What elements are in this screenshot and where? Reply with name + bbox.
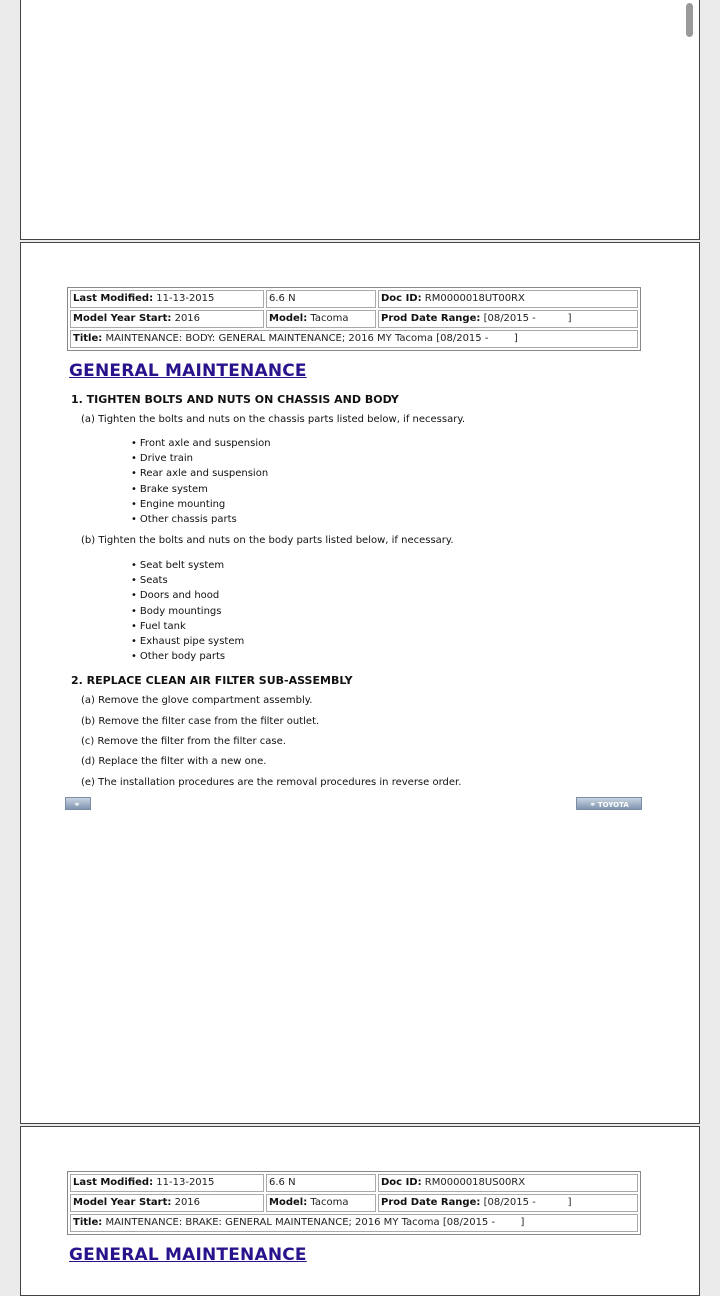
list-item: • Fuel tank [131, 619, 244, 634]
document-page-2 [20, 242, 700, 1124]
toyota-emblem-icon: ⚭ [73, 800, 81, 809]
doc-info-table [67, 287, 641, 351]
version-cell: 6.6 N [266, 290, 376, 308]
list-item: • Brake system [131, 482, 271, 497]
list-item: • Other chassis parts [131, 512, 271, 527]
step-2c: (c) Remove the filter from the filter case. [81, 736, 286, 747]
step-2d: (d) Replace the filter with a new one. [81, 756, 267, 767]
document-page-1 [20, 0, 700, 240]
last-modified-cell: Last Modified: 11-13-2015 [70, 1174, 264, 1192]
prod-date-cell: Prod Date Range: [08/2015 - ] [378, 310, 638, 328]
page-heading-link[interactable]: GENERAL MAINTENANCE [69, 1245, 307, 1265]
step-1b: (b) Tighten the bolts and nuts on the body parts listed below, if necessary. [81, 535, 454, 546]
model-cell: Model: Tacoma [266, 1194, 376, 1212]
list-item: • Drive train [131, 451, 271, 466]
document-page-3 [20, 1126, 700, 1296]
page-heading-link[interactable]: GENERAL MAINTENANCE [69, 361, 307, 381]
model-year-cell: Model Year Start: 2016 [70, 1194, 264, 1212]
doc-title-cell: Title: MAINTENANCE: BODY: GENERAL MAINTENANCE; 2016 MY Tacoma [08/2015 - ] [70, 330, 638, 348]
step-2b: (b) Remove the filter case from the filter outlet. [81, 716, 320, 727]
prod-date-cell: Prod Date Range: [08/2015 - ] [378, 1194, 638, 1212]
toyota-emblem-button[interactable] [65, 797, 91, 810]
list-item: • Rear axle and suspension [131, 466, 271, 481]
list-item: • Doors and hood [131, 588, 244, 603]
list-item: • Other body parts [131, 649, 244, 664]
chassis-parts-list [131, 436, 271, 527]
list-item: • Body mountings [131, 604, 244, 619]
toyota-emblem-icon: ⚭ [589, 800, 596, 809]
body-parts-list [131, 558, 244, 664]
step-2a: (a) Remove the glove compartment assembly. [81, 695, 313, 706]
doc-id-cell: Doc ID: RM0000018UT00RX [378, 290, 638, 308]
list-item: • Engine mounting [131, 497, 271, 512]
doc-info-table [67, 1171, 641, 1235]
doc-id-cell: Doc ID: RM0000018US00RX [378, 1174, 638, 1192]
section-heading-1: 1. TIGHTEN BOLTS AND NUTS ON CHASSIS AND BODY [71, 393, 399, 406]
list-item: • Seats [131, 573, 244, 588]
step-1a: (a) Tighten the bolts and nuts on the chassis parts listed below, if necessary. [81, 414, 466, 425]
toyota-logo-button[interactable] [576, 797, 642, 810]
doc-title-cell: Title: MAINTENANCE: BRAKE: GENERAL MAINTENANCE; 2016 MY Tacoma [08/2015 - ] [70, 1214, 638, 1232]
model-cell: Model: Tacoma [266, 310, 376, 328]
toyota-logo-text: TOYOTA [597, 801, 629, 809]
list-item: • Front axle and suspension [131, 436, 271, 451]
list-item: • Exhaust pipe system [131, 634, 244, 649]
step-2e: (e) The installation procedures are the removal procedures in reverse order. [81, 777, 462, 788]
last-modified-cell: Last Modified: 11-13-2015 [70, 290, 264, 308]
version-cell: 6.6 N [266, 1174, 376, 1192]
list-item: • Seat belt system [131, 558, 244, 573]
scrollbar-thumb[interactable] [686, 3, 693, 37]
section-heading-2: 2. REPLACE CLEAN AIR FILTER SUB-ASSEMBLY [71, 674, 353, 687]
model-year-cell: Model Year Start: 2016 [70, 310, 264, 328]
